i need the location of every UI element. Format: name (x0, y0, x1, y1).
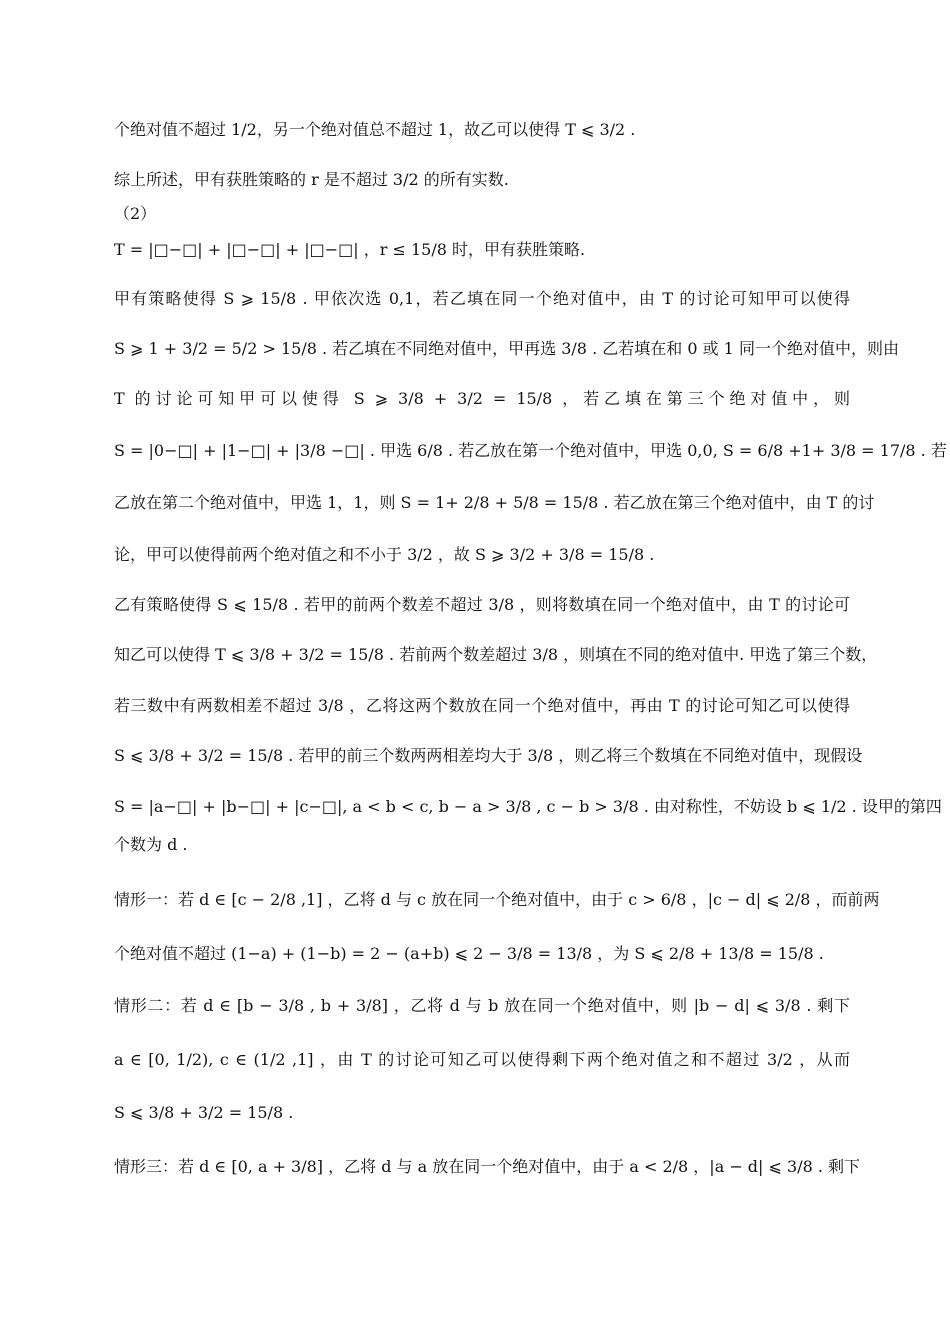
text-line: S = |0−□| + |1−□| + |3/8 −□| . 甲选 6/8 . 若乙放在第一个绝对值中，甲选 0,0, S = 6/8 +1+ 3/8 = 17/8 . 若 (114, 441, 947, 460)
text-line: 若三数中有两数相差不超过 3/8 ，乙将这两个数放在同一个绝对值中，再由 T 的讨论可知乙可以使得 (114, 696, 850, 715)
text-line: T = |□−□| + |□−□| + |□−□| ，r ≤ 15/8 时，甲有获胜策略. (114, 240, 586, 259)
text-line: a ∈ [0, 1/2), c ∈ (1/2 ,1] ，由 T 的讨论可知乙可以使得剩下两个绝对值之和不超过 3/2 ，从而 (114, 1050, 850, 1069)
text-line: 情形三：若 d ∈ [0, a + 3/8] ，乙将 d 与 a 放在同一个绝对值中，由于 a < 2/8 ，|a − d| ⩽ 3/8 . 剩下 (114, 1157, 861, 1176)
text-line: 知乙可以使得 T ⩽ 3/8 + 3/2 = 15/8 . 若前两个数差超过 3/8 ，则填在不同的绝对值中. 甲选了第三个数， (114, 645, 878, 664)
text-line: 情形一：若 d ∈ [c − 2/8 ,1] ，乙将 d 与 c 放在同一个绝对值中，由于 c > 6/8 ，|c − d| ⩽ 2/8 ，而前两 (114, 890, 880, 909)
text-line: T 的讨论可知甲可以使得 S ⩾ 3/8 + 3/2 = 15/8 ，若乙填在第三个绝对值中，则 (114, 389, 850, 408)
text-line: 论，甲可以使得前两个绝对值之和不小于 3/2 ，故 S ⩾ 3/2 + 3/8 = 15/8 . (114, 545, 655, 564)
text-line: 乙放在第二个绝对值中，甲选 1，1，则 S = 1+ 2/8 + 5/8 = 15/8 . 若乙放在第三个绝对值中，由 T 的讨 (114, 493, 875, 512)
text-line: 个绝对值不超过 1/2，另一个绝对值总不超过 1，故乙可以使得 T ⩽ 3/2 . (114, 120, 636, 139)
text-line: S ⩾ 1 + 3/2 = 5/2 > 15/8 . 若乙填在不同绝对值中，甲再选 3/8 . 乙若填在和 0 或 1 同一个绝对值中，则由 (114, 339, 899, 358)
text-line: 乙有策略使得 S ⩽ 15/8 . 若甲的前两个数差不超过 3/8 ，则将数填在同一个绝对值中，由 T 的讨论可 (114, 595, 850, 614)
text-line: S ⩽ 3/8 + 3/2 = 15/8 . (114, 1103, 294, 1122)
text-line: 个绝对值不超过 (1−a) + (1−b) = 2 − (a+b) ⩽ 2 − 3/8 = 13/8 ，为 S ⩽ 2/8 + 13/8 = 15/8 . (114, 944, 824, 963)
section-label: （2） (114, 204, 157, 223)
text-line: S ⩽ 3/8 + 3/2 = 15/8 . 若甲的前三个数两两相差均大于 3/8 ，则乙将三个数填在不同绝对值中，现假设 (114, 746, 863, 765)
text-line: S = |a−□| + |b−□| + |c−□|, a < b < c, b − a > 3/8 , c − b > 3/8 . 由对称性，不妨设 b ⩽ 1/2 . 设甲的第四 (114, 797, 942, 816)
text-line: 个数为 d . (114, 835, 188, 854)
text-line: 情形二：若 d ∈ [b − 3/8 , b + 3/8] ，乙将 d 与 b 放在同一个绝对值中，则 |b − d| ⩽ 3/8 . 剩下 (114, 996, 850, 1015)
text-line: 甲有策略使得 S ⩾ 15/8 . 甲依次选 0,1，若乙填在同一个绝对值中，由 T 的讨论可知甲可以使得 (114, 289, 850, 308)
text-line: 综上所述，甲有获胜策略的 r 是不超过 3/2 的所有实数. (114, 170, 509, 189)
